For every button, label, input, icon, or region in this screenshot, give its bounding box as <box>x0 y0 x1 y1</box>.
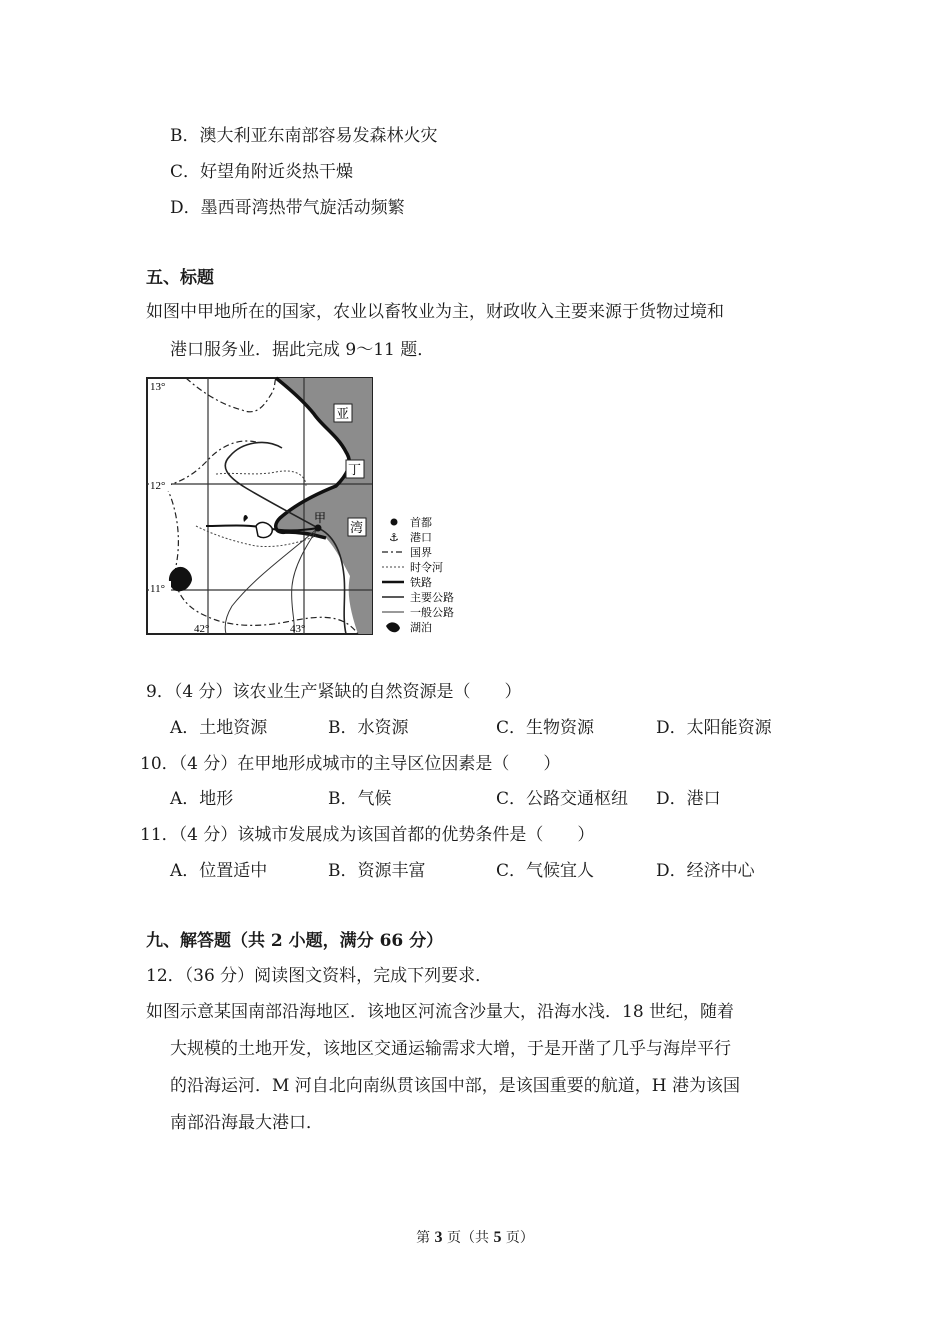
legend-port-icon: ⚓ <box>389 531 399 544</box>
footer-total-pages: 5 <box>493 1229 502 1246</box>
q12-para-line4: 南部沿海最大港口． <box>170 1113 323 1133</box>
map-legend <box>382 515 454 634</box>
q12-para-line2: 大规模的土地开发，该地区交通运输需求大增，于是开凿了几乎与海岸平行 <box>170 1039 731 1059</box>
lake-large <box>169 567 192 591</box>
section5-intro-line1: 如图中甲地所在的国家，农业以畜牧业为主，财政收入主要来源于货物过境和 <box>146 302 724 322</box>
sea-area <box>276 378 372 634</box>
lake-small <box>256 522 272 537</box>
q10-option-b: B．气候 <box>328 789 392 809</box>
footer-prefix: 第 <box>416 1230 435 1246</box>
section9-heading: 九、解答题（共 2 小题，满分 66 分） <box>146 931 444 951</box>
legend-general-road: 一般公路 <box>410 606 454 619</box>
q10-option-c: C．公路交通枢纽 <box>496 789 629 809</box>
q11-option-d: D．经济中心 <box>656 861 755 881</box>
q11-option-c: C．气候宜人 <box>496 861 595 881</box>
capital-dot <box>315 525 322 532</box>
sea-label-ya: 亚 <box>336 407 350 422</box>
q10-option-d: D．港口 <box>656 789 721 809</box>
sea-label-ding: 丁 <box>348 463 362 478</box>
legend-seasonal-river: 时令河 <box>410 561 443 574</box>
legend-capital-symbol <box>391 519 398 526</box>
section5-heading: 五、标题 <box>146 268 214 288</box>
footer-page-number: 3 <box>434 1229 443 1246</box>
q11-stem: 11．（4 分）该城市发展成为该国首都的优势条件是（ ） <box>140 825 595 845</box>
legend-lake-symbol <box>386 622 400 632</box>
q10-stem: 10．（4 分）在甲地形成城市的主导区位因素是（ ） <box>140 754 561 774</box>
q10-option-a: A．地形 <box>170 789 234 809</box>
legend-capital: 首都 <box>410 516 432 529</box>
legend-border: 国界 <box>410 546 432 559</box>
prev-option-d: D．墨西哥湾热带气旋活动频繁 <box>170 198 405 218</box>
page-footer <box>0 1228 950 1248</box>
sea-label-wan: 湾 <box>350 521 364 536</box>
prev-option-c: C．好望角附近炎热干燥 <box>170 162 354 182</box>
q12-stem: 12．（36 分）阅读图文资料，完成下列要求． <box>146 966 493 986</box>
place-label-jia: 甲 <box>314 511 327 525</box>
legend-railway: 铁路 <box>410 576 432 589</box>
lon-label-42: 42° <box>194 623 210 635</box>
q9-option-b: B．水资源 <box>328 718 409 738</box>
q11-option-b: B．资源丰富 <box>328 861 426 881</box>
legend-lake: 湖泊 <box>410 621 432 634</box>
q11-option-a: A．位置适中 <box>170 861 268 881</box>
lat-label-12: 12° <box>150 480 166 492</box>
lon-label-43: 43° <box>290 623 306 635</box>
map-figure <box>146 376 476 638</box>
q12-para-line1: 如图示意某国南部沿海地区．该地区河流含沙量大，沿海水浅．18 世纪，随着 <box>146 1002 735 1022</box>
legend-port: 港口 <box>410 531 432 544</box>
border-west <box>166 441 256 486</box>
q9-option-a: A．土地资源 <box>170 718 268 738</box>
lat-label-11: 11° <box>150 583 165 595</box>
q9-stem: 9．（4 分）该农业生产紧缺的自然资源是（ ） <box>146 682 522 702</box>
q9-option-d: D．太阳能资源 <box>656 718 772 738</box>
q9-option-c: C．生物资源 <box>496 718 595 738</box>
lake-dot <box>243 515 248 522</box>
section5-intro-line2: 港口服务业．据此完成 9～11 题． <box>170 340 435 360</box>
footer-middle: 页（共 <box>442 1230 494 1246</box>
lat-label-13: 13° <box>150 381 166 393</box>
prev-option-b: B．澳大利亚东南部容易发森林火灾 <box>170 126 438 146</box>
border-north <box>186 378 276 412</box>
q12-para-line3: 的沿海运河．M 河自北向南纵贯该国中部，是该国重要的航道，H 港为该国 <box>170 1076 741 1096</box>
legend-main-road: 主要公路 <box>410 591 454 604</box>
footer-suffix: 页） <box>501 1230 534 1246</box>
